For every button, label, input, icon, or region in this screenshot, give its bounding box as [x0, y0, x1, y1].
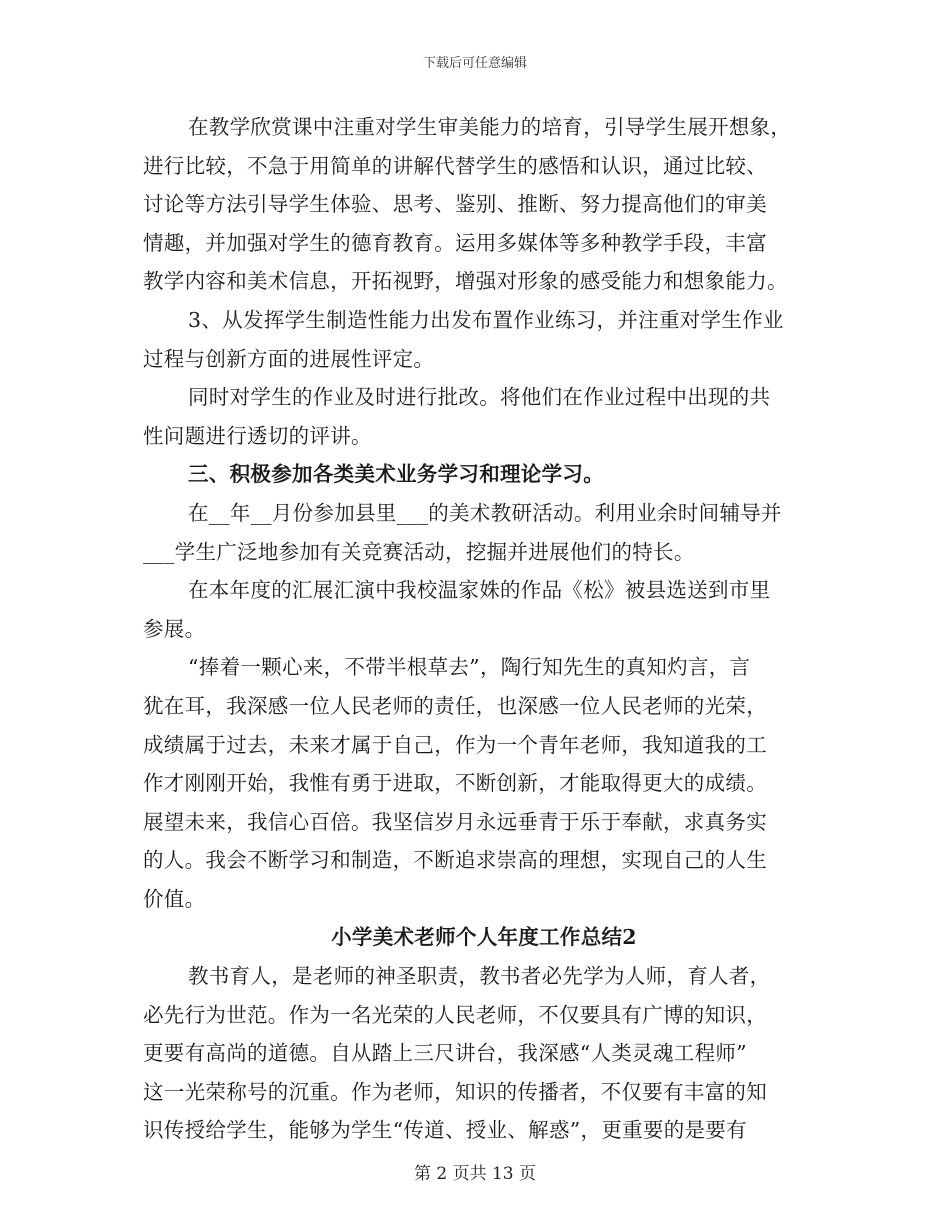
paragraph-line: 这一光荣称号的沉重。作为老师，知识的传播者，不仅要有丰富的知: [143, 1079, 767, 1104]
paragraph-line: 教书育人，是老师的神圣职责，教书者必先学为人师，育人者，: [188, 964, 771, 989]
paragraph-line: 犹在耳，我深感一位人民老师的责任，也深感一位人民老师的光荣，: [143, 693, 767, 718]
paragraph-line: 教学内容和美术信息，开拓视野，增强对形象的感受能力和想象能力。: [143, 269, 788, 294]
paragraph-line: 的人。我会不断学习和制造，不断追求崇高的理想，实现自己的人生: [143, 848, 767, 873]
paragraph-line: 更要有高尚的道德。自从踏上三尺讲台，我深感“人类灵魂工程师”: [143, 1041, 747, 1066]
page-header: 下载后可任意编辑: [422, 56, 527, 71]
paragraph-line: 作才刚刚开始，我惟有勇于进取，不断创新，才能取得更大的成绩。: [143, 771, 767, 796]
paragraph-line: 在本年度的汇展汇演中我校温家姝的作品《松》被县选送到市里: [188, 578, 771, 603]
section-heading: 三、积极参加各类美术业务学习和理论学习。: [188, 462, 604, 487]
page-number: 第 2 页共 13 页: [413, 1164, 537, 1184]
paragraph-line: 展望未来，我信心百倍。我坚信岁月永远垂青于乐于奉献，求真务实: [143, 809, 767, 834]
paragraph-line: 参展。: [143, 616, 206, 641]
paragraph-line: 情趣，并加强对学生的德育教育。运用多媒体等多种教学手段，丰富: [143, 230, 767, 255]
paragraph-line: 性问题进行透切的评讲。: [143, 423, 372, 448]
document-title: 小学美术老师个人年度工作总结2: [331, 925, 637, 950]
paragraph-line: 价值。: [143, 886, 206, 911]
paragraph-line: 进行比较，不急于用简单的讲解代替学生的感悟和认识，通过比较、: [143, 153, 767, 178]
paragraph-line: “捧着一颗心来，不带半根草去”，陶行知先生的真知灼言，言: [188, 655, 751, 680]
paragraph-line: 在教学欣赏课中注重对学生审美能力的培育，引导学生展开想象，: [188, 115, 792, 139]
paragraph-line: ___学生广泛地参加有关竞赛活动，挖掘并进展他们的特长。: [143, 539, 695, 564]
document-body: [143, 108, 811, 1150]
paragraph-line: 必先行为世范。作为一名光荣的人民老师，不仅要具有广博的知识，: [143, 1002, 767, 1027]
paragraph-line: 识传授给学生，能够为学生“传道、授业、解惑”，更重要的是要有: [143, 1118, 747, 1143]
paragraph-line: 在__年__月份参加县里___的美术教研活动。利用业余时间辅导并: [188, 500, 782, 525]
paragraph-line: 成绩属于过去，未来才属于自己，作为一个青年老师，我知道我的工: [143, 732, 767, 757]
paragraph-line: 3、从发挥学生制造性能力出发布置作业练习，并注重对学生作业: [188, 307, 784, 332]
paragraph-line: 讨论等方法引导学生体验、思考、鉴别、推断、努力提高他们的审美: [143, 192, 767, 217]
paragraph-line: 过程与创新方面的进展性评定。: [143, 346, 435, 371]
paragraph-line: 同时对学生的作业及时进行批改。将他们在作业过程中出现的共: [188, 385, 771, 410]
